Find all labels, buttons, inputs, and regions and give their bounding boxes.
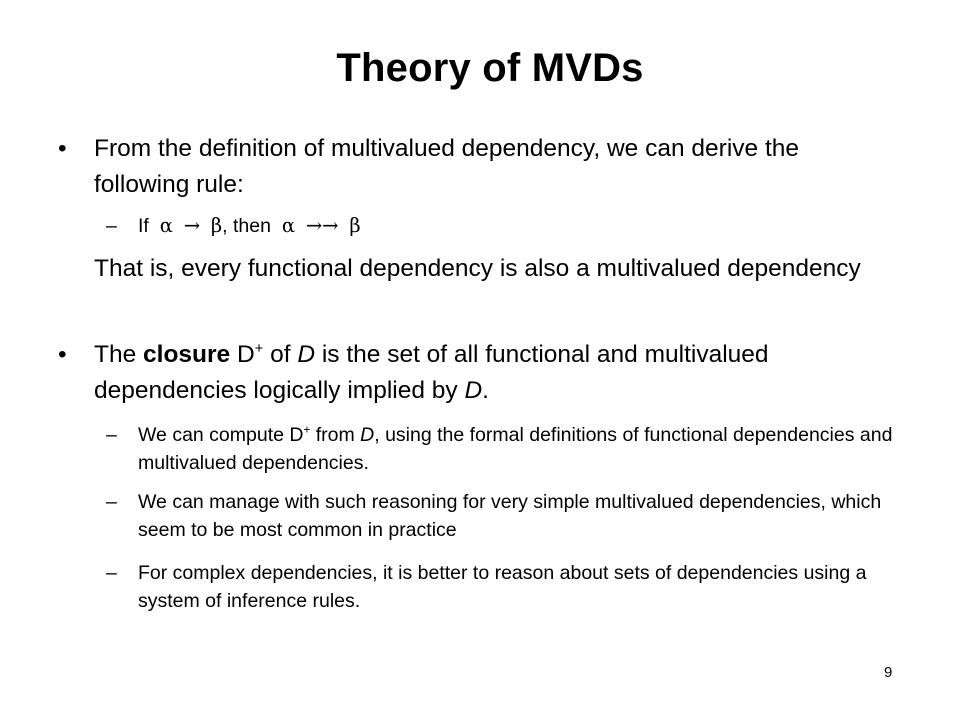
text-segment: from — [310, 424, 361, 446]
beta-symbol: β — [210, 214, 223, 237]
bullet-marker: • — [58, 135, 67, 162]
alpha-symbol: α — [159, 214, 173, 237]
superscript-plus: + — [254, 340, 264, 357]
text-segment: is the set of all functional and multivalued dependencies logically implied by — [94, 341, 769, 404]
text-segment: The — [94, 341, 144, 368]
italic-d: D — [297, 341, 316, 368]
bullet-text — [94, 337, 874, 409]
text-segment: of — [263, 341, 298, 368]
bullet-text: From the definition of multivalued dependency, we can derive the following rule: — [94, 135, 800, 198]
sub-text — [138, 421, 918, 477]
dash-marker: – — [106, 215, 117, 237]
text-segment: We can compute D — [138, 424, 304, 446]
rule-then: , then — [222, 215, 271, 237]
superscript-plus: + — [303, 423, 311, 437]
text-segment: D — [230, 341, 255, 368]
sub-text: For complex dependencies, it is better to reason about sets of dependencies using a system of inference rules. — [138, 562, 867, 612]
page-number: 9 — [884, 664, 893, 681]
beta-symbol: β — [349, 214, 361, 237]
rule-text — [138, 212, 918, 240]
dash-marker: – — [106, 562, 117, 584]
slide-title: Theory of MVDs — [336, 46, 644, 90]
fd-arrow: → — [183, 214, 201, 237]
dash-marker: – — [106, 491, 117, 513]
rule-if: If — [138, 215, 149, 237]
text-segment: . — [482, 377, 489, 404]
alpha-symbol: α — [281, 214, 295, 237]
italic-d: D — [360, 424, 375, 446]
explanation-paragraph: That is, every functional dependency is also a multivalued dependency — [94, 255, 861, 282]
sub-text: We can manage with such reasoning for very simple multivalued dependencies, which seem to be most common in practice — [138, 491, 882, 541]
bullet-marker: • — [58, 341, 67, 368]
dash-marker: – — [106, 424, 117, 446]
italic-d: D — [464, 377, 483, 404]
text-segment: , using the formal definitions of functional dependencies and multivalued dependencies. — [138, 424, 893, 474]
closure-term: closure — [143, 341, 231, 368]
mvd-arrow: →→ — [305, 214, 339, 237]
